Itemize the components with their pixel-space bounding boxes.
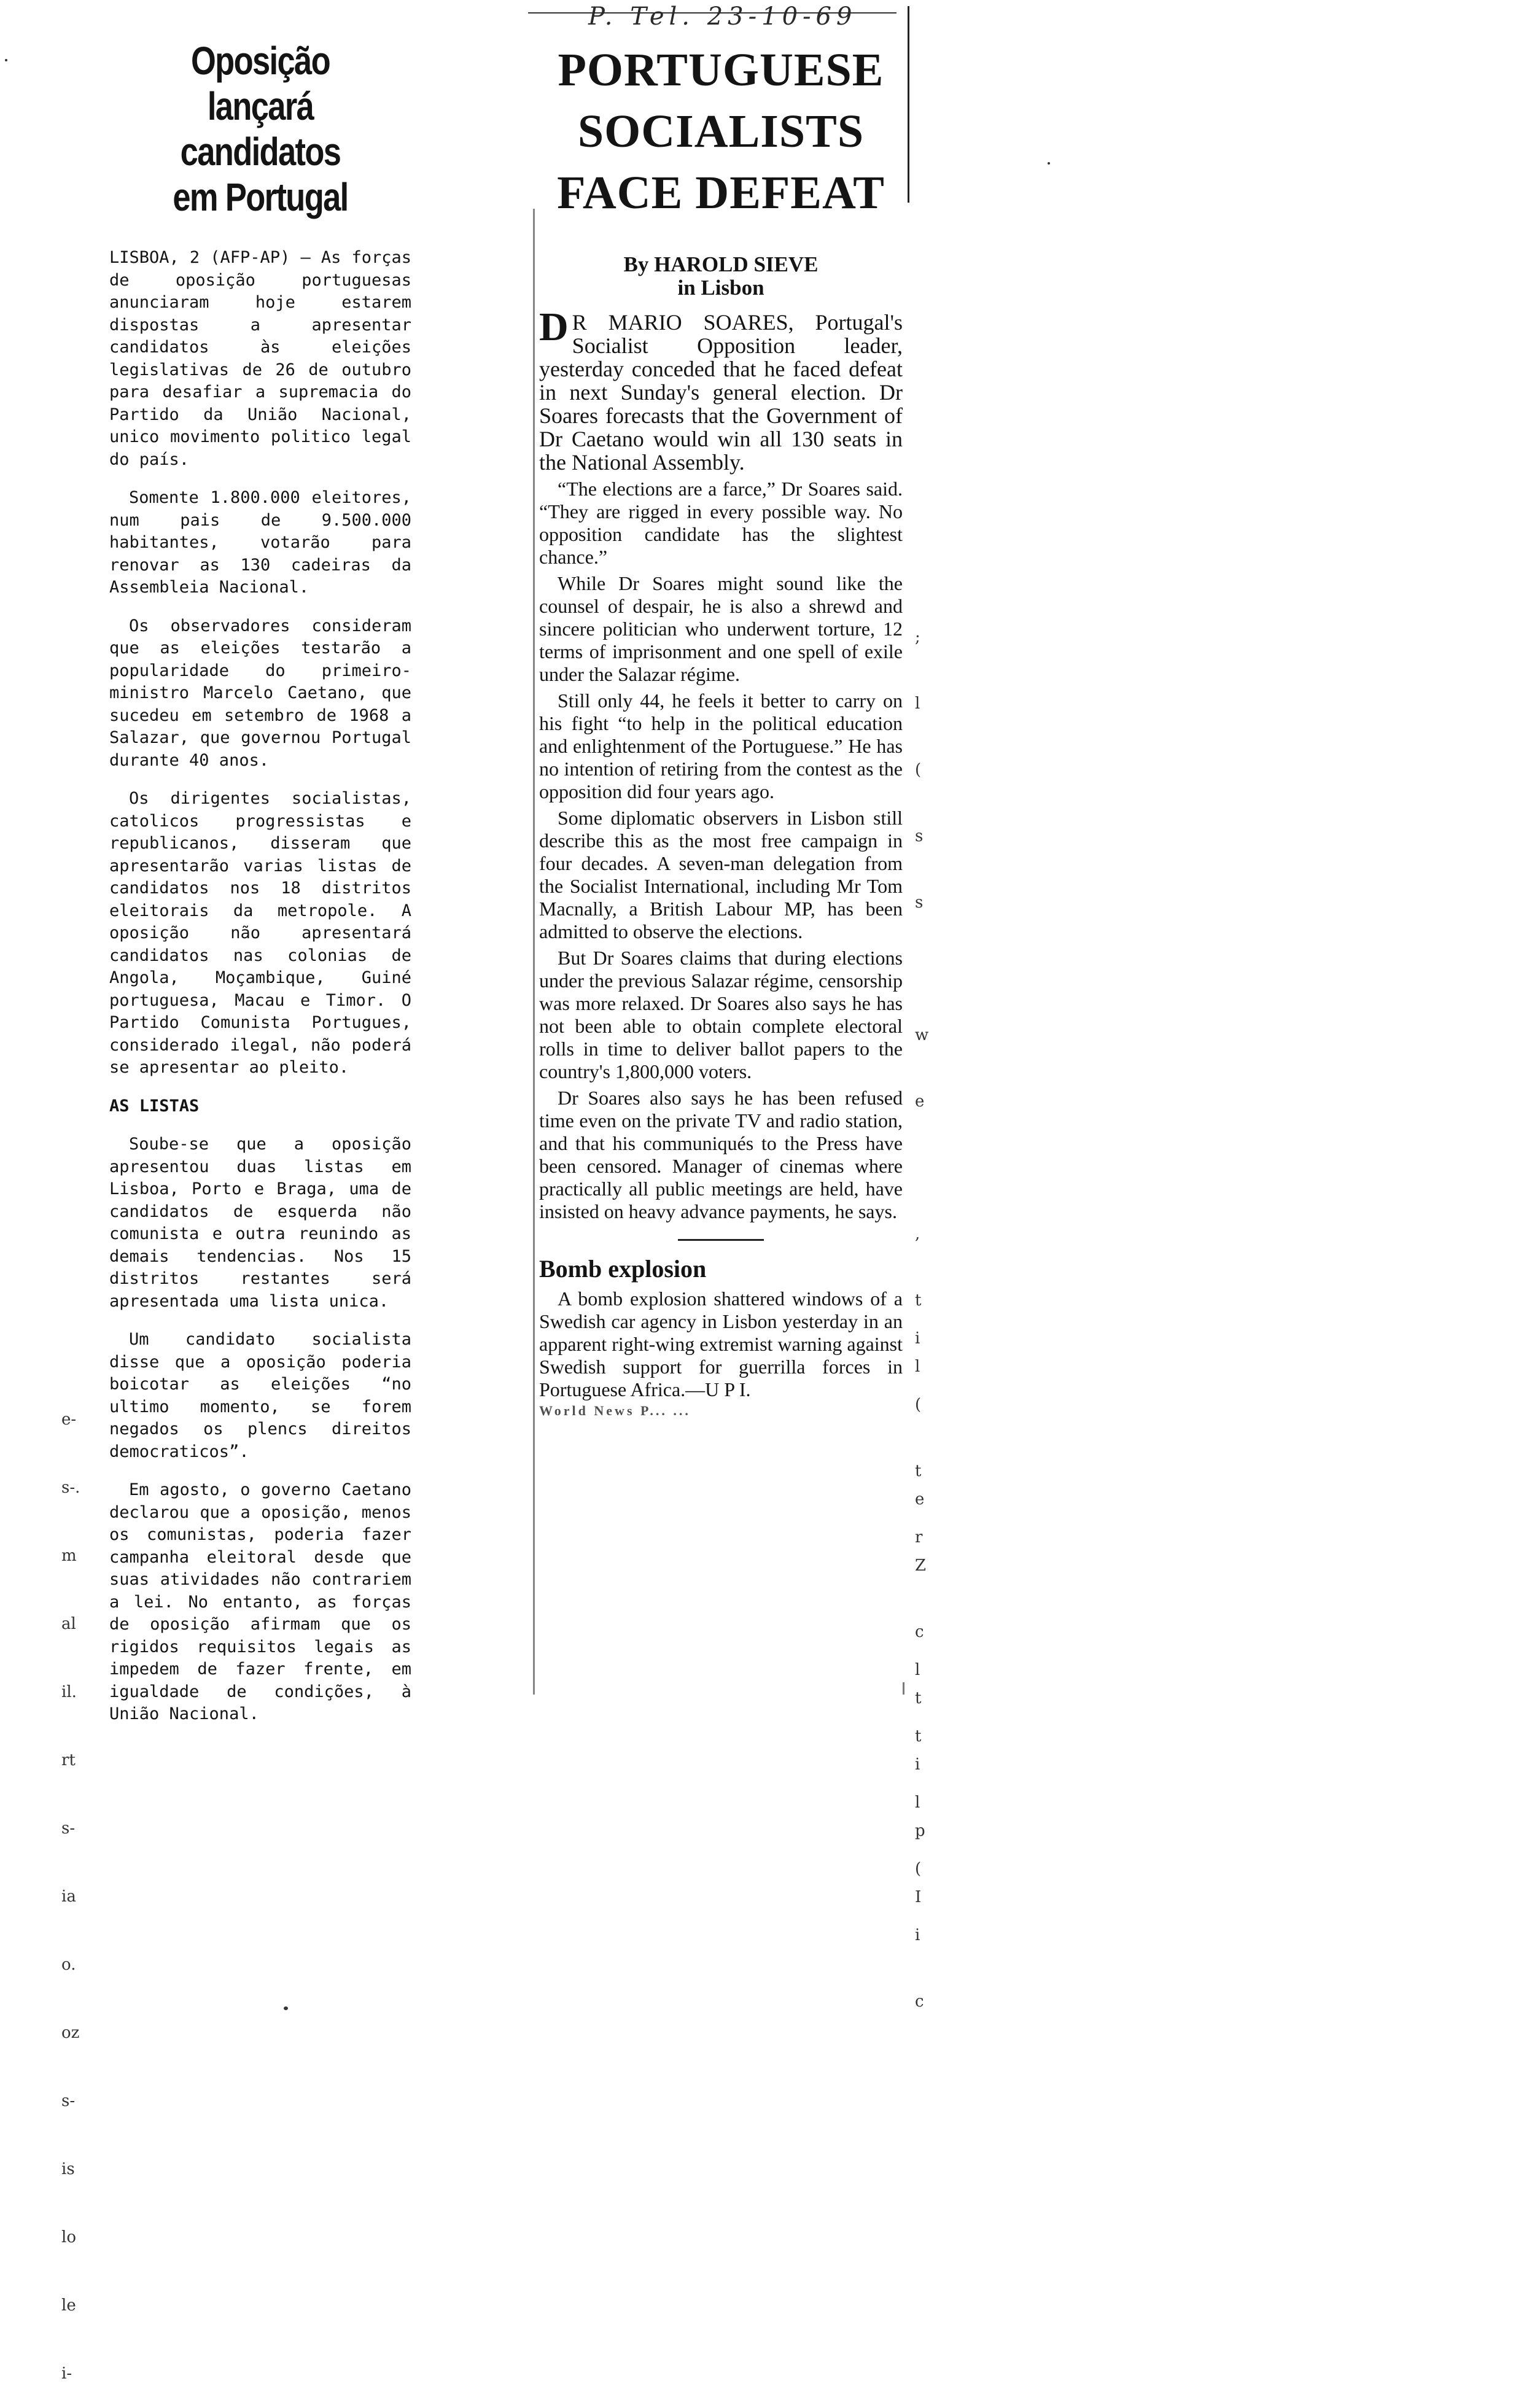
fragment: lo xyxy=(61,2228,76,2247)
column-rule-left xyxy=(533,209,535,1695)
subheading: AS LISTAS xyxy=(109,1096,200,1116)
fragment: o. xyxy=(61,1956,76,1974)
headline-line: candidatos xyxy=(180,130,341,174)
fragment: s- xyxy=(61,2092,76,2110)
handwritten-date-note: P. Tel. 23-10-69 xyxy=(588,2,857,31)
adjacent-column-fragments-right-lower xyxy=(915,1283,925,2035)
byline xyxy=(539,253,903,300)
paragraph: Some diplomatic observers in Lisbon still describe this as the most free campaign in four decades. A seven-man delegation from the Socialist International, including Mr Tom Macnally, a British Labour MP, has been admitted to observe the elections. xyxy=(539,807,903,942)
lead-text: R MARIO SOARES, Portugal's Socialist Opposition leader, yesterday conceded that he faced defeat in next Sunday's general election. Dr Soares forecasts that the Government of Dr Caetano would win all 130 seats in the National Assembly. xyxy=(539,310,903,475)
paragraph: Somente 1.800.000 eleitores, num pais de 9.500.000 habitantes, votarão para renovar as 130 cadeiras da Assembleia Nacional. xyxy=(109,488,411,597)
fragment: ( xyxy=(915,761,922,779)
fragment: w xyxy=(915,1026,929,1044)
fragment: s- xyxy=(61,1819,76,1838)
fragment: c xyxy=(915,1623,924,1641)
fragment: e- xyxy=(61,1410,77,1429)
paragraph: Um candidato socialista disse que a oposição poderia boicotar as eleições “no ultimo momento, se forem negados os plencs direitos democraticos”. xyxy=(109,1330,411,1461)
headline-line: SOCIALISTS xyxy=(577,106,865,157)
fragment: rt xyxy=(61,1751,76,1769)
paragraph: Os observadores consideram que as eleições testarão a popularidade do primeiro-ministro Marcelo Caetano, que sucedeu em setembro de 1968 a Salazar, que governou Portugal durante 40 anos. xyxy=(109,616,411,770)
fragment: i- xyxy=(61,2364,72,2383)
fragment: l xyxy=(915,694,920,713)
portuguese-headline xyxy=(136,38,384,220)
fragment: l xyxy=(915,1661,920,1679)
column-rule-right xyxy=(908,6,909,203)
fragment: t xyxy=(915,1727,922,1746)
fragment: is xyxy=(61,2160,75,2178)
fragment: I xyxy=(915,1888,922,1906)
fragment: r xyxy=(915,1528,923,1547)
portuguese-article xyxy=(109,38,411,1742)
fragment: t xyxy=(915,1462,922,1480)
fragment: t xyxy=(915,1291,922,1310)
adjacent-column-fragments-left xyxy=(61,1363,80,2408)
fragment: ia xyxy=(61,1887,76,1906)
fragment: s xyxy=(915,893,924,912)
fragment: i xyxy=(915,1926,920,1944)
fragment: m xyxy=(61,1547,77,1565)
fragment: i xyxy=(915,1329,920,1348)
fragment: il. xyxy=(61,1683,77,1701)
drop-cap: D xyxy=(539,305,569,349)
paragraph: While Dr Soares might sound like the counsel of despair, he is also a shrewd and sincere politician who underwent torture, 12 terms of imprisonment and one spell of exile under the Salazar régime. xyxy=(539,572,903,685)
headline-line: Oposição lançará xyxy=(190,39,330,128)
paragraph: Still only 44, he feels it better to carry on his fight “to help in the political education and enlightenment of the Portuguese.” He has no intention of retiring from the contest as the opposition did four years ago. xyxy=(539,689,903,802)
paragraph: Os dirigentes socialistas, catolicos progressistas e republicanos, disseram que apresentarão varias listas de candidatos nos 18 distritos eleitorais da metropole. A oposição não apresentará candidatos nas colonias de Angola, Moçambique, Guiné portuguesa, Macau e Timor. O Partido Comunista Portugues, considerado ilegal, não poderá se apresentar ao pleito. xyxy=(109,789,411,1077)
headline-line: FACE DEFEAT xyxy=(557,167,885,219)
paragraph: “The elections are a farce,” Dr Soares said. “They are rigged in every possible way. No opposition candidate has the slightest chance.” xyxy=(539,478,903,568)
fragment: oz xyxy=(61,2024,80,2042)
fragment: ( xyxy=(915,1860,922,1878)
cut-off-line: World News P... ... xyxy=(539,1403,691,1418)
byline-author: By HAROLD SIEVE xyxy=(623,252,819,276)
english-headline xyxy=(539,39,903,223)
subheading: Bomb explosion xyxy=(539,1255,707,1283)
fragment: , xyxy=(915,1225,920,1243)
english-body xyxy=(539,305,903,1418)
paragraph: But Dr Soares claims that during elections under the previous Salazar régime, censorship was more relaxed. Dr Soares also says he has not been able to obtain complete electoral rolls in time to deliver ballot papers to the country's 1,800,000 voters. xyxy=(539,947,903,1082)
paragraph: Em agosto, o governo Caetano declarou que a oposição, menos os comunistas, poderia fazer campanha eleitoral desde que suas atividades não contrariem a lei. No entanto, as forças de oposição afirmam que os rigidos requisitos legais as impedem de fazer frente, em igualdade de condições, à União Nacional. xyxy=(109,1480,411,1723)
fragment: ; xyxy=(915,628,920,647)
portuguese-body xyxy=(109,247,411,1726)
column-rule-right-lower xyxy=(903,1682,904,1695)
fragment: i xyxy=(915,1755,920,1774)
fragment: e xyxy=(915,1490,925,1509)
paragraph: LISBOA, 2 (AFP-AP) — As forças de oposição portuguesas anunciaram hoje estarem dispostas a apresentar candidatos às eleições legislativas de 26 de outubro para desafiar a supremacia do Partido da União Nacional, unico movimento politico legal do país. xyxy=(109,248,411,469)
scan-speck xyxy=(5,59,7,61)
fragment: l xyxy=(915,1357,920,1376)
scan-speck xyxy=(284,2006,288,2010)
fragment: c xyxy=(915,1992,924,2011)
headline-line: em Portugal xyxy=(173,175,348,219)
scan-speck xyxy=(1048,162,1050,165)
section-rule xyxy=(678,1239,764,1241)
fragment: p xyxy=(915,1822,925,1840)
paragraph: Dr Soares also says he has been refused time even on the private TV and radio station, and that his communiqués to the Press have been censored. Manager of cinemas where practically all public meetings are held, have insisted on heavy advance payments, he says. xyxy=(539,1087,903,1222)
lead-paragraph xyxy=(539,305,903,475)
paragraph: Soube-se que a oposição apresentou duas listas em Lisboa, Porto e Braga, uma de candidatos de esquerda não comunista e outra reunindo as demais tendencias. Nos 15 distritos restantes será apresentada uma lista unica. xyxy=(109,1135,411,1311)
fragment: s-. xyxy=(61,1478,80,1497)
fragment: e xyxy=(915,1092,925,1111)
fragment: l xyxy=(915,1793,920,1812)
english-article xyxy=(539,6,903,1418)
byline-location: in Lisbon xyxy=(677,276,764,300)
fragment: al xyxy=(61,1615,76,1633)
fragment: t xyxy=(915,1689,922,1707)
fragment: Z xyxy=(915,1556,927,1575)
fragment: le xyxy=(61,2296,76,2315)
fragment: s xyxy=(915,827,924,845)
headline-line: PORTUGUESE xyxy=(558,44,884,96)
paragraph: A bomb explosion shattered windows of a Swedish car agency in Lisbon yesterday in an apparent right-wing extremist warning against Swedish support for guerrilla forces in Portuguese Africa.—U P I. xyxy=(539,1288,903,1400)
fragment: ( xyxy=(915,1396,922,1414)
